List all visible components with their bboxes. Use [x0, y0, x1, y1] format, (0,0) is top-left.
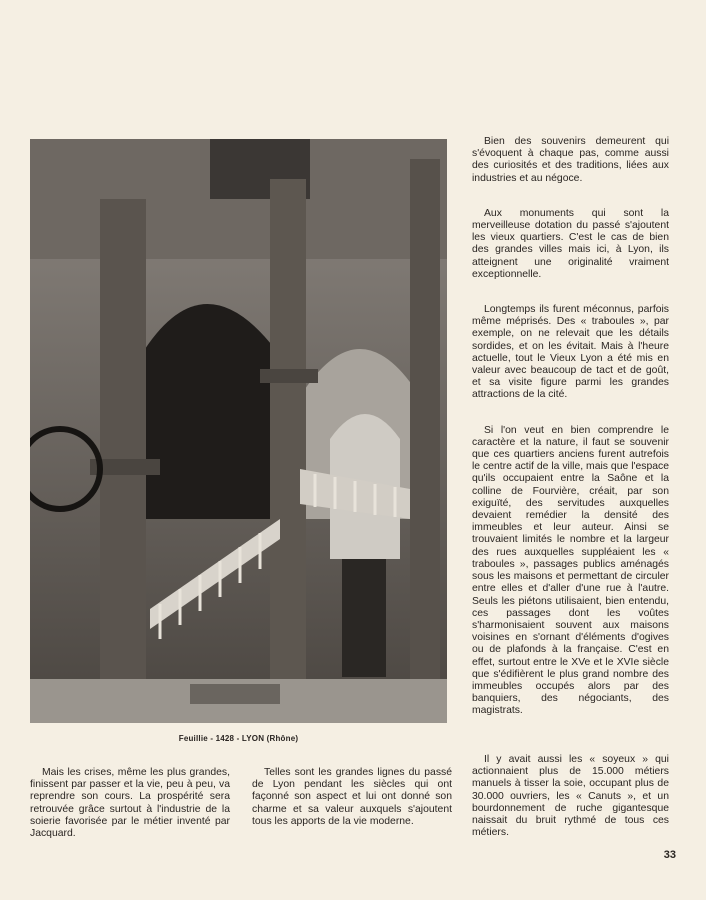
bottom-middle-column [252, 767, 452, 851]
paragraph-grandes-lignes: Telles sont les grandes lignes du passé de Lyon pendant les siècles qui ont façonné son aspect et lui ont donné son charme et sa valeur auxquels s'ajoutent tous les apports de la vie moderne. [252, 767, 452, 827]
paragraph-soyeux: Il y avait aussi les « soyeux » qui actionnaient plus de 15.000 métiers manuels à tisser la soie, occupant plus de 30.000 ouvriers, les « Canuts », et un bourdonnement de ruche gigantesque naissait du bruit rythmé de tous ces métiers. [472, 754, 669, 839]
courtyard-illustration [30, 139, 447, 723]
courtyard-photo [30, 139, 447, 723]
paragraph-crises: Mais les crises, même les plus grandes, finissent par passer et la vie, peu à peu, va reprendre son cours. La prospérité sera retrouvée grâce surtout à l'industrie de la soierie favorisée par le métier inventé par Jacquard. [30, 767, 230, 840]
right-column [472, 136, 669, 741]
paragraph-traboules: Longtemps ils furent méconnus, parfois même méprisés. Des « traboules », par exemple, on ne relevait que les détails sordides, et on les évitait. Mais à l'heure actuelle, tout le Vieux Lyon a été mis en valeur avec beaucoup de tact et de goût, et sa visite figure parmi les grandes attractions de la cité. [472, 304, 669, 401]
paragraph-quartiers: Si l'on veut en bien comprendre le caractère et la nature, il faut se souvenir que ces quartiers anciens furent autrefois le centre actif de la ville, mais que l'espace qu'ils occupaient entre la Saône et la colline de Fourvière, créait, par son exiguïté, des servitudes auxquelles devaient remédier la densité des immeubles et leur auteur. Ainsi se trouvaient limités le nombre et la largeur des rues auxquelles suppléaient les « traboules », passages publics aménagés sous les maisons et permettant de circuler entre elles et d'aller d'une rue à l'autre. Seuls les piétons utilisaient, bien entendu, ces passages dont les voûtes s'harmonisaient souvent aux maisons voisines en s'ornant d'éléments d'ogives ou de plafonds à la française. C'est en effet, surtout entre le XVe et le XVIe siècle que s'édifièrent le plus grand nombre des immeubles occupés alors par des banquiers, des négociants, des magistrats. [472, 424, 669, 717]
photo-caption: Feuillie - 1428 - LYON (Rhône) [178, 734, 299, 743]
paragraph-souvenirs: Bien des souvenirs demeurent qui s'évoquent à chaque pas, comme aussi des curiosités et des traditions, liées aux industries et au négoce. [472, 136, 669, 184]
paragraph-monuments: Aux monuments qui sont la merveilleuse dotation du passé s'ajoutent les vieux quartiers. C'est le cas de bien des grandes villes mais ici, à Lyon, ils atteignent une originalité vraiment exceptionnelle. [472, 207, 669, 280]
page-number: 33 [663, 849, 676, 861]
bottom-right-column [472, 754, 669, 862]
bottom-left-column [30, 767, 230, 863]
